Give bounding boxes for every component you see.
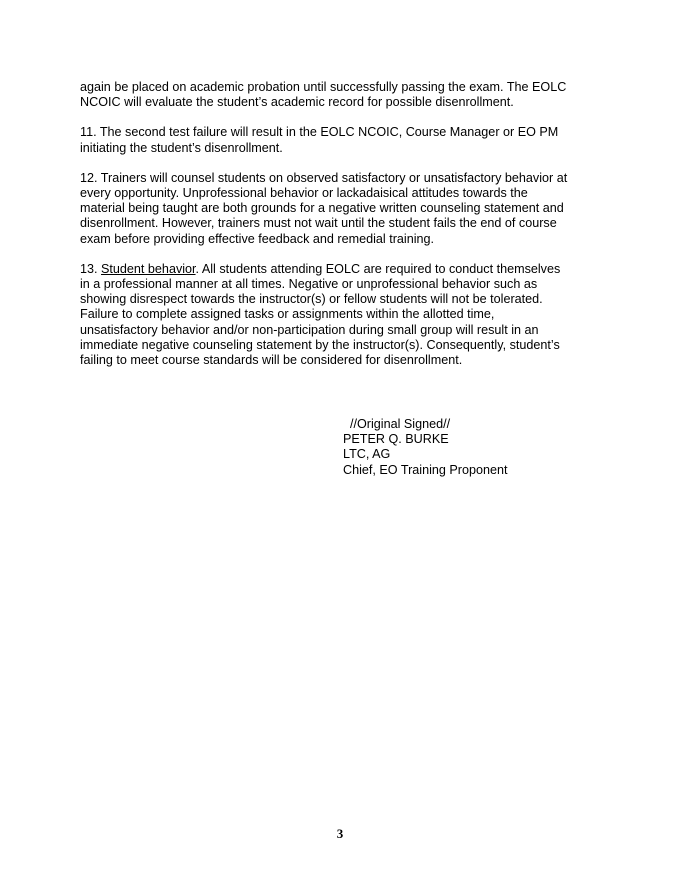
signature-title: Chief, EO Training Proponent: [343, 462, 508, 477]
paragraph-12: 12. Trainers will counsel students on observed satisfactory or unsatisfactory behavior at every opportunity. Unprofessional behavior or lackadaisical attitudes towards the material being taught are both grounds for a negative written counseling statement and disenrollment. However, trainers must not wait until the student fails the end of course exam before providing effective feedback and remedial training.: [80, 170, 568, 246]
signature-name: PETER Q. BURKE: [343, 432, 449, 447]
paragraph-13-heading: Student behavior: [101, 261, 196, 276]
signature-original-signed: //Original Signed//: [343, 417, 451, 431]
paragraph-13: [80, 262, 602, 368]
document-body: [80, 80, 602, 383]
signature-block: [343, 417, 508, 478]
paragraph-13-text: . All students attending EOLC are required to conduct themselves in a professional manner at all times. Negative or unprofessional behavior such as showing disrespect towards the instructor(s) or fellow students will not be tolerated. Failure to complete assigned tasks or assignments within the allotted time, unsatisfactory behavior and/or non-participation during small group will result in an immediate negative counseling statement by the instructor(s). Consequently, student’s failing to meet course standards will be considered for disenrollment.: [80, 261, 561, 368]
paragraph-11: 11. The second test failure will result in the EOLC NCOIC, Course Manager or EO PM initiating the student’s disenrollment.: [80, 125, 559, 155]
paragraph-continuation: again be placed on academic probation until successfully passing the exam. The EOLC NCOIC will evaluate the student’s academic record for possible disenrollment.: [80, 80, 567, 110]
paragraph-13-number: 13.: [80, 261, 102, 276]
signature-rank: LTC, AG: [343, 447, 391, 462]
page-number: 3: [336, 826, 344, 841]
